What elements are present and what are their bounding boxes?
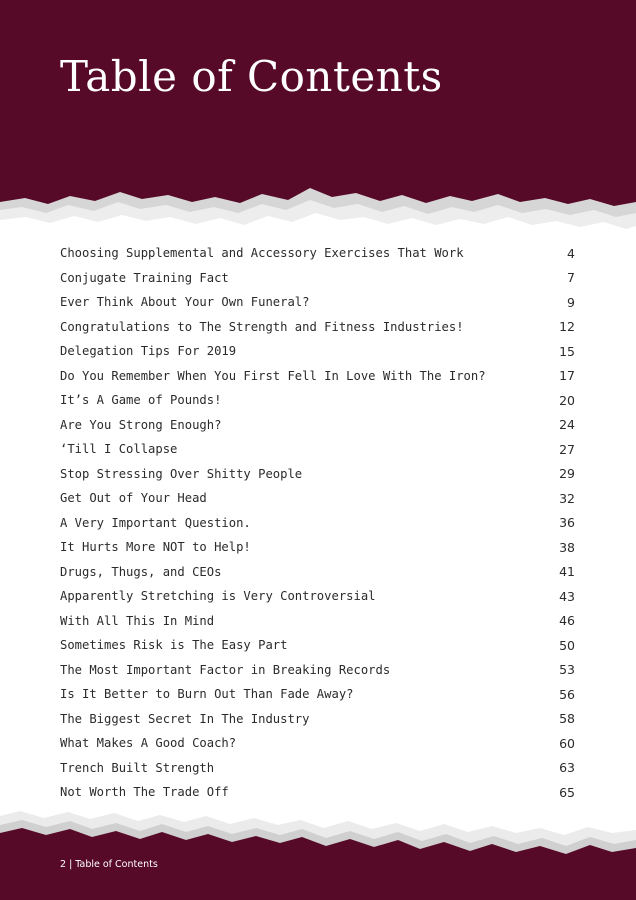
toc-entry-page: 32: [559, 490, 575, 506]
toc-entry[interactable]: [60, 756, 575, 781]
toc-entry[interactable]: [60, 339, 575, 364]
toc-entry[interactable]: [60, 633, 575, 658]
toc-entry-title: Stop Stressing Over Shitty People: [60, 466, 303, 481]
toc-entry-page: 7: [567, 270, 575, 286]
toc-entry-page: 41: [559, 564, 575, 580]
toc-entry-title: ‘Till I Collapse: [60, 442, 178, 457]
toc-entry-title: Delegation Tips For 2019: [60, 344, 237, 359]
toc-entry[interactable]: [60, 241, 575, 266]
toc-entry-page: 17: [559, 368, 575, 384]
toc-entry-title: It Hurts More NOT to Help!: [60, 540, 251, 555]
toc-entry-title: With All This In Mind: [60, 613, 215, 628]
toc-entry-title: The Most Important Factor in Breaking Records: [60, 662, 391, 677]
toc-entry[interactable]: [60, 658, 575, 683]
toc-entry-title: Are You Strong Enough?: [60, 417, 222, 432]
toc-entry-page: 50: [559, 637, 575, 653]
toc-entry-title: Get Out of Your Head: [60, 491, 207, 506]
toc-entry-title: What Makes A Good Coach?: [60, 736, 237, 751]
toc-entry[interactable]: [60, 315, 575, 340]
toc-entry-title: The Biggest Secret In The Industry: [60, 711, 310, 726]
toc-entry-page: 9: [567, 294, 575, 310]
toc-entry-title: Sometimes Risk is The Easy Part: [60, 638, 288, 653]
toc-entry-title: Drugs, Thugs, and CEOs: [60, 564, 222, 579]
toc-entry[interactable]: [60, 560, 575, 585]
toc-list: [60, 241, 575, 805]
toc-entry-title: Congratulations to The Strength and Fitness Industries!: [60, 319, 464, 334]
toc-entry-title: Ever Think About Your Own Funeral?: [60, 295, 310, 310]
toc-entry[interactable]: [60, 780, 575, 805]
page-title: Table of Contents: [60, 52, 443, 101]
toc-entry-page: 29: [559, 466, 575, 482]
toc-entry-page: 60: [559, 735, 575, 751]
toc-entry-page: 12: [559, 319, 575, 335]
toc-entry-page: 36: [559, 515, 575, 531]
toc-entry-title: Is It Better to Burn Out Than Fade Away?: [60, 687, 354, 702]
toc-entry[interactable]: [60, 609, 575, 634]
toc-entry[interactable]: [60, 290, 575, 315]
toc-entry-page: 65: [559, 784, 575, 800]
toc-entry-title: It’s A Game of Pounds!: [60, 393, 222, 408]
toc-entry-page: 15: [559, 343, 575, 359]
toc-entry-page: 43: [559, 588, 575, 604]
toc-entry[interactable]: [60, 486, 575, 511]
toc-entry-page: 20: [559, 392, 575, 408]
toc-entry-title: Trench Built Strength: [60, 760, 215, 775]
footer-page-label: 2 | Table of Contents: [60, 859, 158, 870]
toc-entry-page: 38: [559, 539, 575, 555]
toc-entry-title: Not Worth The Trade Off: [60, 785, 229, 800]
toc-entry-title: Choosing Supplemental and Accessory Exercises That Work: [60, 246, 464, 261]
toc-entry-title: Apparently Stretching is Very Controversial: [60, 589, 376, 604]
toc-entry-page: 27: [559, 441, 575, 457]
toc-entry-page: 63: [559, 760, 575, 776]
toc-entry-page: 56: [559, 686, 575, 702]
toc-entry-page: 46: [559, 613, 575, 629]
toc-entry[interactable]: [60, 731, 575, 756]
toc-entry[interactable]: [60, 266, 575, 291]
toc-entry-page: 24: [559, 417, 575, 433]
toc-entry-page: 58: [559, 711, 575, 727]
toc-entry-title: Conjugate Training Fact: [60, 270, 229, 285]
toc-entry[interactable]: [60, 437, 575, 462]
toc-entry[interactable]: [60, 413, 575, 438]
torn-paper-top-edge: [0, 180, 636, 240]
toc-entry[interactable]: [60, 535, 575, 560]
toc-entry-page: 4: [567, 245, 575, 261]
toc-entry[interactable]: [60, 682, 575, 707]
toc-entry[interactable]: [60, 364, 575, 389]
toc-entry[interactable]: [60, 707, 575, 732]
toc-entry[interactable]: [60, 388, 575, 413]
toc-entry-title: Do You Remember When You First Fell In Love With The Iron?: [60, 368, 486, 383]
toc-entry-title: A Very Important Question.: [60, 515, 251, 530]
toc-entry[interactable]: [60, 462, 575, 487]
toc-entry-page: 53: [559, 662, 575, 678]
toc-entry[interactable]: [60, 584, 575, 609]
toc-entry[interactable]: [60, 511, 575, 536]
